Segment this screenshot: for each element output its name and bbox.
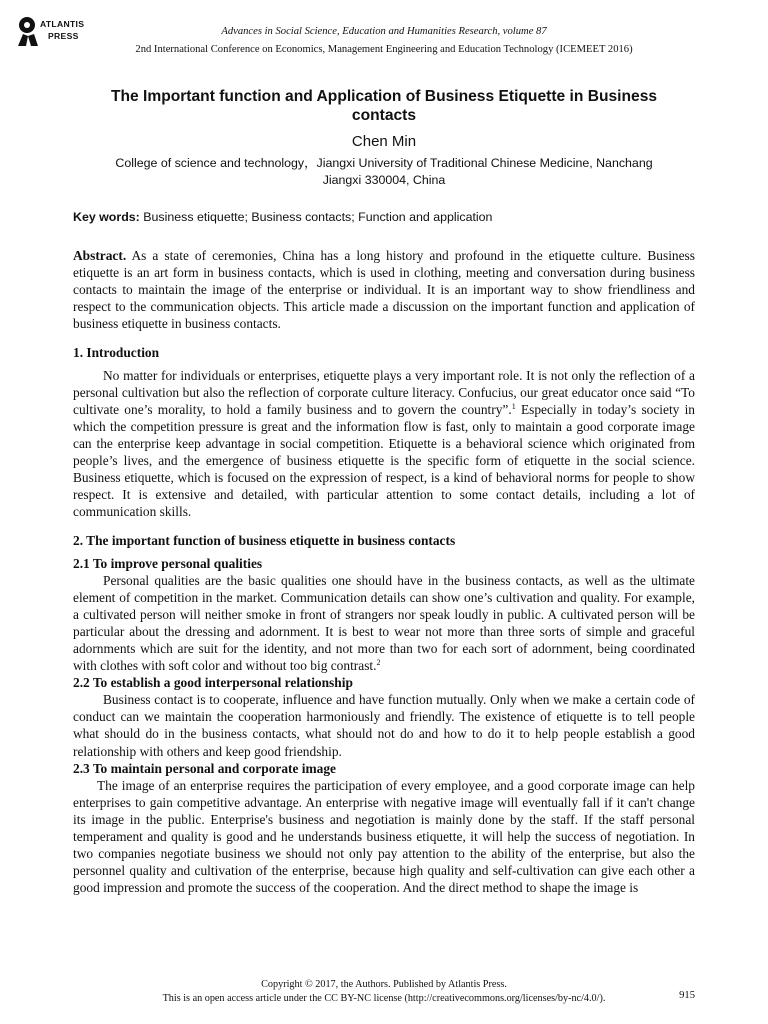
subsection-2-2-paragraph: Business contact is to cooperate, influence and have function mutually. Only when we make a certain code of conduct can we maintain the cooperation harmoniously and friendly. The existence of etiquette is to tell people what should do in the business contacts, what should not do and how to do it to help people establish a good relationship with others and keep good friendship.: [73, 692, 695, 759]
subsection-heading-2-2: 2.2 To establish a good interpersonal relationship: [73, 675, 353, 691]
section-heading-2: 2. The important function of business etiquette in business contacts: [73, 533, 456, 549]
intro-text-b: Especially in today’s society in which the competition pressure is great and the information flow is fast, only to maintain a good corporate image can the enterprise keep advantage in social competition. Etiquette is a behavioral science which originated from people’s lives, and the emergence of business etiquette is the specific form of etiquette in the social science. Business etiquette, which is focused on the expression of respect, is a kind of behavioral norms for people to show respect. It is extensive and detailed, with particular attention to some contact details, including a lot of communication skills.: [73, 401, 695, 520]
subsection-heading-2-1: 2.1 To improve personal qualities: [73, 555, 263, 571]
author-name: Chen Min: [351, 133, 417, 150]
abstract-label: Abstract.: [73, 248, 127, 263]
affiliation: [70, 155, 698, 189]
abstract-text: As a state of ceremonies, China has a long history and profound in the etiquette culture. Business etiquette is an art form in business contacts, which is used in clothing, meeting and conversation during business contacts to maintain the image of the enterprise or individual. It is an important way to show friendliness and respect to the communication objects. This article made a discussion on the important function and application of business etiquette in business contacts.: [73, 248, 695, 332]
page-footer: [0, 978, 768, 1006]
subsection-2-1-paragraph: [73, 572, 695, 675]
reference-marker-2: 2: [376, 658, 381, 668]
affiliation-line-2: Jiangxi 330004, China: [322, 173, 446, 187]
keywords-label: Key words:: [73, 210, 140, 224]
affiliation-line-1: College of science and technology，Jiangxi University of Traditional Chinese Medicine, Nanchang: [115, 156, 653, 170]
subsection-2-3-paragraph: The image of an enterprise requires the participation of every employee, and a good corporate image can help enterprises to gain competitive advantage. An enterprise with negative image will eventually fall if it can't change its image in the public. Enterprise's business and negotiation is mainly done by the staff. If the staff personal temperament and quality is good and he understands business etiquette, it will help the success of negotiation. In two companies negotiate business we should not only pay attention to the ability of the enterprise, but also the personnel quality and cultivation of the enterprise, because high quality and self-cultivation can give each other a good impression and promote the success of the cooperation. And the direct method to shape the image is: [73, 777, 695, 896]
journal-name: Advances in Social Science, Education and Humanities Research, volume 87: [221, 26, 547, 37]
logo-line-1: ATLANTIS: [40, 19, 85, 29]
section-heading-introduction: 1. Introduction: [73, 345, 160, 361]
abstract: [73, 247, 695, 332]
copyright-notice: Copyright © 2017, the Authors. Published by Atlantis Press.: [261, 979, 507, 990]
intro-paragraph: [73, 367, 695, 521]
paper-body: [73, 247, 695, 896]
logo-line-2: PRESS: [48, 31, 79, 41]
license-notice: This is an open access article under the CC BY-NC license (http://creativecommons.org/licenses/by-nc/4.0/).: [162, 993, 606, 1004]
page-number: 915: [679, 990, 695, 1001]
keywords: [73, 210, 708, 224]
subsection-heading-2-3: 2.3 To maintain personal and corporate image: [73, 760, 336, 776]
conference-name: 2nd International Conference on Economics, Management Engineering and Education Technology (ICEMEET 2016): [135, 44, 633, 55]
intro-text-a: No matter for individuals or enterprises, etiquette plays a very important role. It is not only the reflection of a personal cultivation but also the reflection of corporate culture literacy. Confucius, our great educator once said “To cultivate one’s morality, to hold a family business and to govern the country”.: [73, 367, 695, 417]
keywords-text: Business etiquette; Business contacts; Function and application: [139, 210, 493, 224]
reference-marker-1: 1: [511, 401, 516, 411]
paper-title: The Important function and Application of Business Etiquette in Business contacts: [110, 88, 658, 124]
subsection-2-1-text: Personal qualities are the basic qualities one should have in the business contacts, as well as the ultimate element of competition in the market. Communication details can show one’s cultivation and quality. For example, a cultivated person will neither smoke in front of strangers nor speak loudly in public. A cultivated person will be particular about the dressing and adornment. It is best to wear not more than three sorts of simple and graceful adornments which are suit for the identity, and not more than two for each sort of adornment, being coordinated with clothes with soft color and without too big contrast.: [73, 572, 695, 674]
